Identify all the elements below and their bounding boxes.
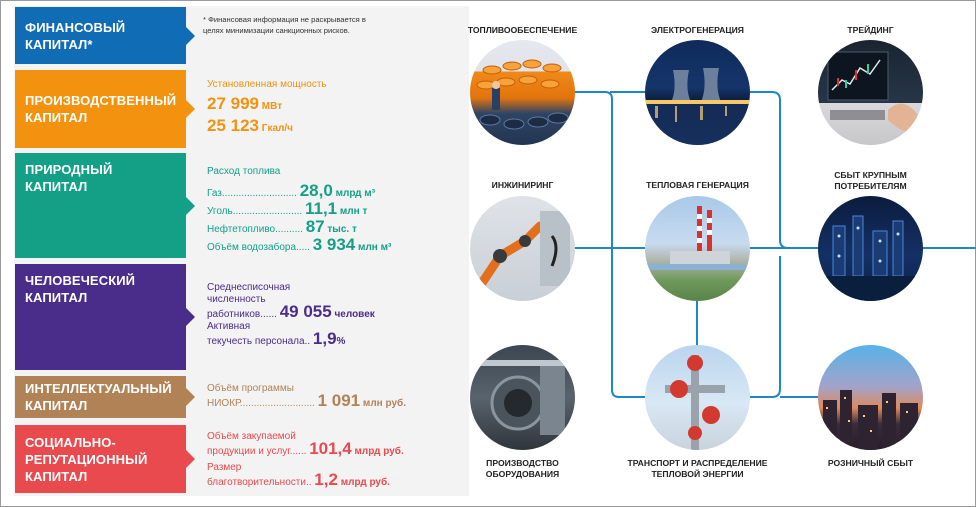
natural-water-dots: ..... (296, 242, 310, 253)
financial-note: * Финансовая информация не раскрывается в целях минимизации санкционных рисков. (203, 15, 366, 35)
node-transport-image (645, 345, 750, 450)
production-power-unit: МВт (261, 101, 283, 112)
social-charity (207, 462, 390, 489)
node-retail-image (818, 345, 923, 450)
social-charity-dots: .. (305, 477, 312, 488)
node-retail-label: РОЗНИЧНЫЙ СБЫТ (827, 458, 914, 468)
human-headcount-line3: работников (207, 309, 261, 320)
natural-gas-unit: млрд м³ (335, 188, 376, 199)
production-power-value: 27 999 (207, 94, 259, 113)
capital-natural (15, 153, 186, 258)
capital-financial (15, 7, 186, 64)
node-bulk-line1: СБЫТ КРУПНЫМ (834, 170, 907, 180)
node-transport-line2: ТЕПЛОВОЙ ЭНЕРГИИ (651, 469, 744, 479)
social-purchases-line2: продукции и услуг (207, 446, 290, 457)
human-headcount-label (207, 282, 375, 321)
production-heat-unit: Гкал/ч (261, 123, 293, 134)
social-charity-line1: Размер (207, 462, 242, 473)
production-heat-value: 25 123 (207, 116, 259, 135)
node-fuel-image (470, 40, 575, 145)
natural-coal-value: 11,1 (304, 199, 338, 218)
natural-coal-label: Уголь (207, 206, 233, 217)
natural-water-value: 3 934 (312, 235, 356, 254)
intellectual-rnd (207, 383, 406, 410)
capital-financial-label: ФИНАНСОВЫЙ КАПИТАЛ* (25, 19, 126, 52)
natural-oil-value: 87 (305, 217, 325, 236)
human-headcount-line1: Среднесписочная (207, 282, 291, 293)
human-turnover-label (207, 321, 345, 348)
node-bulk-image (818, 196, 923, 301)
social-purchases-unit: млрд руб. (354, 446, 404, 457)
human-headcount-value: 49 055 (279, 302, 332, 321)
natural-oil-label: Нефтетопливо (207, 224, 276, 235)
natural-coal-dots: ......................... (232, 206, 303, 217)
node-heat-label: ТЕПЛОВАЯ ГЕНЕРАЦИЯ (646, 180, 749, 190)
node-trading-image (818, 40, 923, 145)
production-power (207, 94, 282, 114)
social-purchases-dots: ...... (289, 446, 307, 457)
intellectual-rnd-line2: НИОКР (207, 398, 240, 409)
node-engineering-image (470, 196, 575, 301)
node-power-label: ЭЛЕКТРОГЕНЕРАЦИЯ (651, 25, 744, 35)
capital-production-label: ПРОИЗВОДСТВЕННЫЙ КАПИТАЛ (25, 93, 177, 125)
natural-water-unit: млн м³ (358, 242, 392, 253)
capital-human (15, 264, 186, 370)
capital-intellectual (15, 376, 186, 418)
node-bulk-label (808, 170, 933, 192)
capital-human-label: ЧЕЛОВЕЧЕСКИЙ КАПИТАЛ (25, 273, 136, 305)
production-heat (207, 116, 293, 136)
human-turnover-line2: текучесть персонала (207, 336, 305, 347)
production-title: Установленная мощность (207, 79, 327, 90)
node-equipment-label (460, 458, 585, 480)
natural-water (207, 235, 391, 255)
natural-gas (207, 181, 375, 201)
capital-natural-label: ПРИРОДНЫЙ КАПИТАЛ (25, 161, 113, 194)
natural-gas-label: Газ (207, 188, 222, 199)
capital-production (15, 70, 186, 148)
node-engineering-label: ИНЖИНИРИНГ (491, 180, 554, 190)
human-turnover-line1: Активная (207, 321, 251, 332)
node-equipment-line2: ОБОРУДОВАНИЯ (485, 469, 560, 479)
node-equipment-line1: ПРОИЗВОДСТВО (486, 458, 559, 468)
social-charity-unit: млрд руб. (340, 477, 390, 488)
natural-oil-dots: .......... (275, 224, 303, 235)
capital-intellectual-label: ИНТЕЛЛЕКТУАЛЬНЫЙ КАПИТАЛ (25, 381, 172, 413)
human-headcount-unit: человек (334, 309, 375, 320)
human-turnover-value: 1,9 (312, 329, 337, 348)
capital-social-label: СОЦИАЛЬНО- РЕПУТАЦИОННЫЙ КАПИТАЛ (25, 434, 148, 484)
node-heat-image (645, 196, 750, 301)
capital-social (15, 425, 186, 493)
node-trading-label: ТРЕЙДИНГ (847, 25, 894, 35)
node-equipment-image (470, 345, 575, 450)
natural-gas-dots: ........................... (221, 188, 297, 199)
social-charity-value: 1,2 (314, 470, 338, 489)
node-transport-line1: ТРАНСПОРТ И РАСПРЕДЕЛЕНИЕ (627, 458, 768, 468)
node-transport-label (620, 458, 775, 480)
social-purchases-line1: Объём закупаемой (207, 431, 296, 442)
natural-coal (207, 199, 367, 219)
node-power-image (645, 40, 750, 145)
social-purchases (207, 431, 404, 458)
social-charity-line2: благотворительности (207, 477, 306, 488)
social-purchases-value: 101,4 (309, 439, 352, 458)
natural-coal-unit: млн т (339, 206, 368, 217)
node-bulk-line2: ПОТРЕБИТЕЛЯМ (834, 181, 907, 191)
natural-title: Расход топлива (207, 166, 281, 177)
node-fuel-label: ТОПЛИВООБЕСПЕЧЕНИЕ (467, 25, 578, 35)
human-headcount-line2: численность (207, 294, 266, 305)
natural-water-label: Объём водозабора (207, 242, 297, 253)
intellectual-rnd-value: 1 091 (317, 391, 361, 410)
human-turnover-dots: .. (304, 336, 311, 347)
human-headcount-dots: ...... (260, 309, 277, 320)
human-turnover-unit: % (336, 336, 346, 347)
natural-oil-unit: тыс. т (327, 224, 357, 235)
intellectual-rnd-dots: ........................... (239, 398, 315, 409)
intellectual-rnd-unit: млн руб. (362, 398, 406, 409)
natural-gas-value: 28,0 (299, 181, 333, 200)
intellectual-rnd-line1: Объём программы (207, 383, 294, 394)
natural-oil (207, 217, 357, 237)
